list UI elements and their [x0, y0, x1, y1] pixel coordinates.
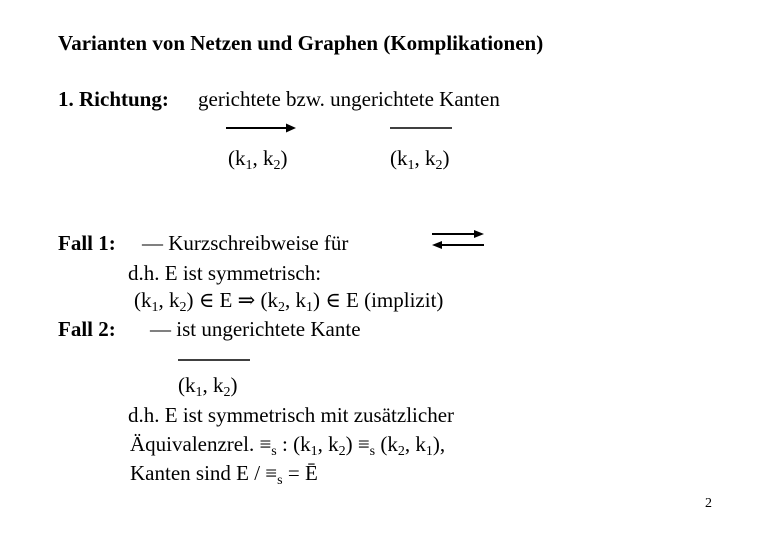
- case2-label: Fall 2:: [58, 317, 116, 341]
- section-richtung-label: 1. Richtung:: [58, 87, 169, 111]
- section-richtung-text: gerichtete bzw. ungerichtete Kanten: [198, 87, 500, 111]
- case2-text: — ist ungerichtete Kante: [150, 317, 361, 341]
- case2-edge-label: ($k_1$, $k_2$): [178, 373, 238, 400]
- undirected-line-icon: [390, 122, 452, 134]
- bidirectional-arrow-icon: [432, 229, 484, 251]
- directed-arrow-icon: [226, 122, 296, 134]
- directed-edge-label: ($k_1$, $k_2$): [228, 146, 288, 173]
- undirected-edge-label: ($k_1$, $k_2$): [390, 146, 450, 173]
- case2-line2: d.h. E ist symmetrisch mit zusätzlicher: [128, 403, 455, 427]
- case1-implication: ($k_1$, $k_2$) ∈ E ⇒ ($k_2$, $k_1$) ∈ E (implizit): [134, 288, 444, 315]
- case1-label: Fall 1:: [58, 231, 116, 255]
- case1-text: — Kurzschreibweise für: [142, 231, 349, 255]
- undirected-line-icon-case2: [178, 357, 250, 363]
- page-number: 2: [705, 496, 712, 511]
- case2-quotient: Kanten sind $E / \equiv_s$ = Ē: [130, 461, 318, 488]
- case1-line2: d.h. E ist symmetrisch:: [128, 261, 322, 285]
- slide-title: Varianten von Netzen und Graphen (Komplikationen): [58, 31, 544, 55]
- case2-equivalence: Äquivalenzrel. $\equiv_s$ : ($k_1$, $k_2) \equiv_s$ ($k_2$, $k_1$),: [130, 432, 446, 459]
